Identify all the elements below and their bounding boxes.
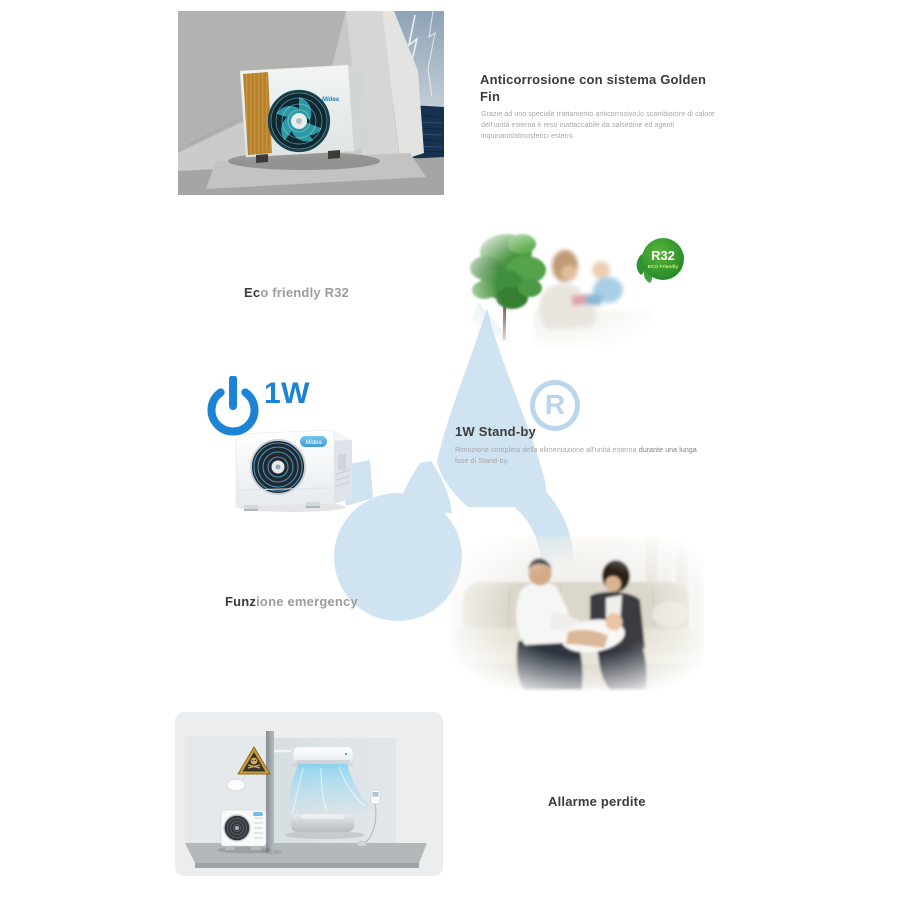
standby-body-end: fase di Stand-by. <box>455 457 509 465</box>
brand-logo-hero: Midea <box>322 97 340 103</box>
storm-scene <box>178 11 444 195</box>
outdoor-unit-transparent <box>240 65 368 163</box>
leak-alarm-illustration <box>175 712 443 876</box>
badge-subtitle: ECO Friendly <box>647 265 679 270</box>
registered-letter: R <box>544 389 566 420</box>
standby-title-text: 1W Stand-by <box>455 424 536 439</box>
registered-trademark-icon <box>530 380 580 431</box>
power-icon <box>204 376 262 436</box>
badge-title: R32 <box>651 248 675 263</box>
divider-pole <box>266 731 274 853</box>
emergency-title-highlight: Funz <box>225 594 257 609</box>
floor-top <box>185 843 427 863</box>
standby-title <box>455 423 536 440</box>
emergency-title-rest: ione emergency <box>256 594 358 609</box>
leak-alarm-title <box>548 793 646 810</box>
standby-body-emphasis: durante una lunga <box>638 447 697 454</box>
eco-title-rest: o friendly R32 <box>260 285 350 300</box>
eco-title-highlight: Ec <box>244 285 261 300</box>
brand-logo-standby: Midea <box>305 440 322 446</box>
hero-image-outdoor-unit-storm <box>178 11 444 195</box>
anticorrosione-title-text: Anticorrosione con sistema Golden Fin <box>480 72 707 105</box>
floor-edge <box>195 863 419 868</box>
leak-alarm-title-text: Allarme perdite <box>548 794 646 809</box>
fan <box>269 91 329 151</box>
standby-body <box>455 446 707 468</box>
alert-bubble <box>227 779 245 791</box>
fan <box>251 440 305 494</box>
leak-sensor <box>357 842 367 847</box>
r32-eco-badge-icon <box>634 234 686 286</box>
family-image <box>448 536 704 692</box>
standby-body-start: Rimozione completa della alimentazione all'unità esterna <box>455 447 639 454</box>
eco-title <box>244 284 349 301</box>
emergency-title <box>225 593 358 610</box>
anticorrosione-body-text: Grazie ad uno speciale trattamento anticorrosivo,lo scambiatore di calore dell'unità esterna è reso inattaccabile da salsedine ed agenti inquinanti/atmosferici esterni. <box>481 111 715 140</box>
anticorrosione-body <box>481 110 719 143</box>
wattage-label: 1W <box>264 377 310 410</box>
couch <box>285 814 365 839</box>
anticorrosione-title <box>480 71 720 105</box>
eco-image-mother-baby-plant <box>468 226 652 346</box>
